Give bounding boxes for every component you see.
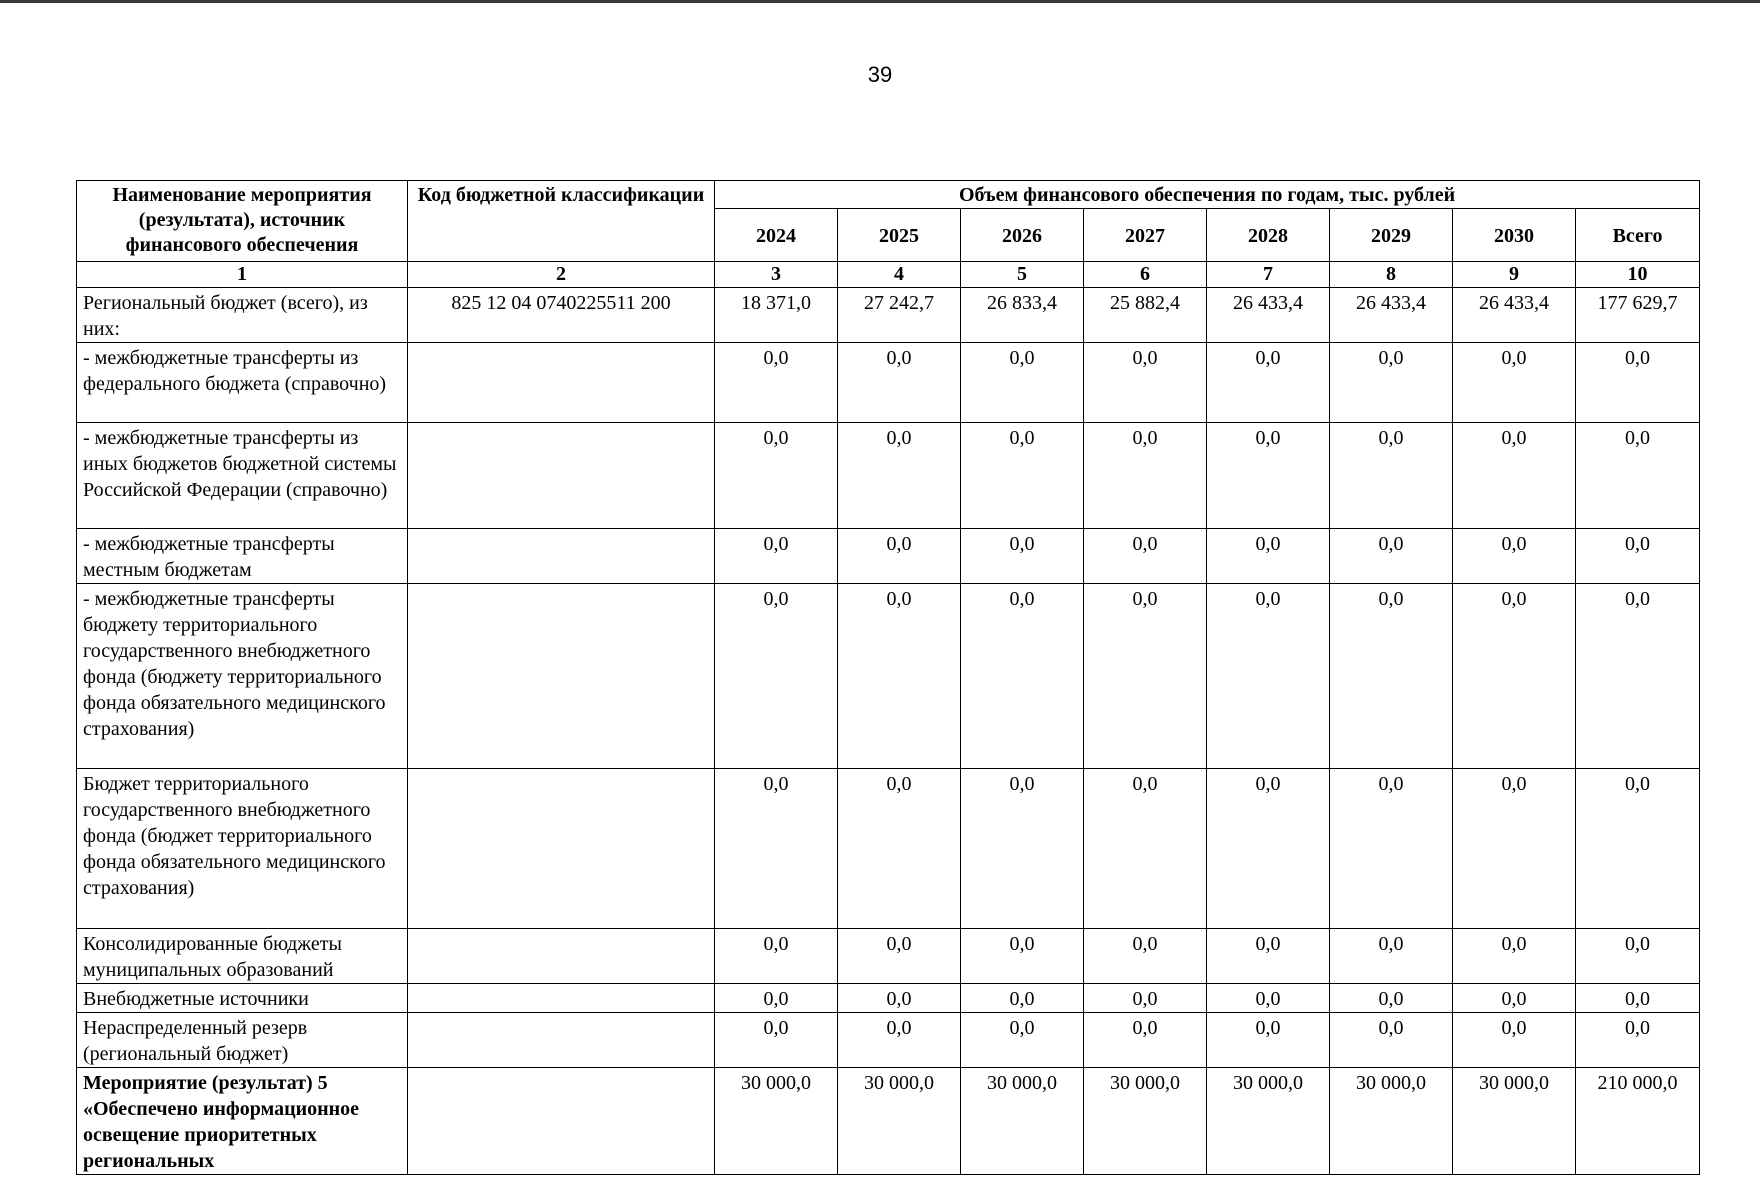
row-value-cell: 0,0 xyxy=(1330,423,1453,529)
row-total-cell: 0,0 xyxy=(1576,984,1700,1013)
row-value-cell: 0,0 xyxy=(838,529,961,584)
financing-table xyxy=(76,180,1700,1175)
row-code-cell xyxy=(408,1068,715,1175)
header-year: 2028 xyxy=(1207,209,1330,262)
header-volume-group: Объем финансового обеспечения по годам, тыс. рублей xyxy=(715,181,1700,209)
row-value-cell: 0,0 xyxy=(1453,769,1576,929)
row-value-cell: 0,0 xyxy=(1084,929,1207,984)
row-value-cell: 0,0 xyxy=(1207,929,1330,984)
row-value-cell: 0,0 xyxy=(961,529,1084,584)
row-name-cell: - межбюджетные трансферты местным бюджетам xyxy=(77,529,408,584)
row-code-cell xyxy=(408,1013,715,1068)
header-year: 2030 xyxy=(1453,209,1576,262)
row-value-cell: 0,0 xyxy=(838,984,961,1013)
row-value-cell: 0,0 xyxy=(1330,769,1453,929)
row-value-cell: 0,0 xyxy=(1084,769,1207,929)
row-code-cell xyxy=(408,343,715,423)
row-value-cell: 0,0 xyxy=(961,343,1084,423)
row-value-cell: 0,0 xyxy=(1330,929,1453,984)
row-value-cell: 30 000,0 xyxy=(1453,1068,1576,1175)
row-name-cell: - межбюджетные трансферты бюджету территориального государственного внебюджетного фонда (бюджету территориального фонда обязательного медицинского страхования) xyxy=(77,584,408,769)
row-value-cell: 0,0 xyxy=(961,984,1084,1013)
row-code-cell: 825 12 04 0740225511 200 xyxy=(408,288,715,343)
row-code-cell xyxy=(408,984,715,1013)
table-row xyxy=(77,584,1700,769)
row-value-cell: 0,0 xyxy=(715,529,838,584)
column-number: 6 xyxy=(1084,262,1207,288)
page-top-border xyxy=(0,0,1760,3)
row-value-cell: 0,0 xyxy=(838,423,961,529)
table-row xyxy=(77,929,1700,984)
row-value-cell: 0,0 xyxy=(715,423,838,529)
row-value-cell: 0,0 xyxy=(715,984,838,1013)
row-value-cell: 0,0 xyxy=(1207,769,1330,929)
page-number: 39 xyxy=(867,62,893,87)
row-value-cell: 0,0 xyxy=(1453,343,1576,423)
row-name-cell: Консолидированные бюджеты муниципальных образований xyxy=(77,929,408,984)
row-value-cell: 0,0 xyxy=(961,584,1084,769)
header-year: 2029 xyxy=(1330,209,1453,262)
row-value-cell: 26 433,4 xyxy=(1453,288,1576,343)
row-value-cell: 0,0 xyxy=(1453,984,1576,1013)
row-total-cell: 210 000,0 xyxy=(1576,1068,1700,1175)
column-number: 8 xyxy=(1330,262,1453,288)
column-number: 5 xyxy=(961,262,1084,288)
row-value-cell: 0,0 xyxy=(1084,584,1207,769)
row-value-cell: 26 433,4 xyxy=(1207,288,1330,343)
table-row xyxy=(77,343,1700,423)
row-value-cell: 0,0 xyxy=(715,769,838,929)
column-number: 4 xyxy=(838,262,961,288)
table-row xyxy=(77,423,1700,529)
row-value-cell: 0,0 xyxy=(1084,984,1207,1013)
row-value-cell: 0,0 xyxy=(961,929,1084,984)
row-value-cell: 0,0 xyxy=(1330,529,1453,584)
row-value-cell: 0,0 xyxy=(715,584,838,769)
row-code-cell xyxy=(408,929,715,984)
row-value-cell: 30 000,0 xyxy=(1330,1068,1453,1175)
table-row xyxy=(77,769,1700,929)
row-value-cell: 0,0 xyxy=(961,423,1084,529)
row-value-cell: 0,0 xyxy=(1084,343,1207,423)
row-value-cell: 0,0 xyxy=(1084,1013,1207,1068)
header-year: 2026 xyxy=(961,209,1084,262)
row-value-cell: 0,0 xyxy=(1084,423,1207,529)
row-total-cell: 0,0 xyxy=(1576,423,1700,529)
row-total-cell: 0,0 xyxy=(1576,343,1700,423)
column-number: 3 xyxy=(715,262,838,288)
row-value-cell: 0,0 xyxy=(715,929,838,984)
column-number: 9 xyxy=(1453,262,1576,288)
row-name-cell: Мероприятие (результат) 5 «Обеспечено информационное освещение приоритетных региональных xyxy=(77,1068,408,1175)
header-year: 2024 xyxy=(715,209,838,262)
row-value-cell: 0,0 xyxy=(1207,343,1330,423)
row-value-cell: 0,0 xyxy=(838,584,961,769)
row-value-cell: 30 000,0 xyxy=(961,1068,1084,1175)
row-code-cell xyxy=(408,423,715,529)
row-value-cell: 0,0 xyxy=(715,1013,838,1068)
row-value-cell: 0,0 xyxy=(961,1013,1084,1068)
row-value-cell: 0,0 xyxy=(1084,529,1207,584)
table-row xyxy=(77,288,1700,343)
row-value-cell: 0,0 xyxy=(1207,984,1330,1013)
row-value-cell: 0,0 xyxy=(1207,529,1330,584)
row-value-cell: 0,0 xyxy=(1453,929,1576,984)
row-total-cell: 0,0 xyxy=(1576,584,1700,769)
header-year: 2025 xyxy=(838,209,961,262)
row-total-cell: 0,0 xyxy=(1576,529,1700,584)
row-value-cell: 0,0 xyxy=(1453,529,1576,584)
row-code-cell xyxy=(408,529,715,584)
row-name-cell: Нераспределенный резерв (региональный бюджет) xyxy=(77,1013,408,1068)
header-total: Всего xyxy=(1576,209,1700,262)
header-name-col: Наименование мероприятия (результата), источник финансового обеспечения xyxy=(77,181,408,262)
row-value-cell: 0,0 xyxy=(1453,1013,1576,1068)
row-value-cell: 0,0 xyxy=(715,343,838,423)
row-value-cell: 30 000,0 xyxy=(1084,1068,1207,1175)
row-code-cell xyxy=(408,769,715,929)
column-number-row xyxy=(77,262,1700,288)
table-row xyxy=(77,984,1700,1013)
header-code-col: Код бюджетной классификации xyxy=(408,181,715,262)
row-value-cell: 0,0 xyxy=(1330,1013,1453,1068)
row-value-cell: 0,0 xyxy=(1453,584,1576,769)
row-name-cell: - межбюджетные трансферты из федерального бюджета (справочно) xyxy=(77,343,408,423)
row-name-cell: Бюджет территориального государственного внебюджетного фонда (бюджет территориального фонда обязательного медицинского страхования) xyxy=(77,769,408,929)
table-row xyxy=(77,1013,1700,1068)
row-value-cell: 0,0 xyxy=(1330,984,1453,1013)
table-row xyxy=(77,529,1700,584)
column-number: 2 xyxy=(408,262,715,288)
row-value-cell: 0,0 xyxy=(1330,584,1453,769)
row-value-cell: 30 000,0 xyxy=(1207,1068,1330,1175)
row-value-cell: 0,0 xyxy=(1207,423,1330,529)
column-number: 7 xyxy=(1207,262,1330,288)
row-total-cell: 177 629,7 xyxy=(1576,288,1700,343)
header-row-top xyxy=(77,181,1700,209)
table-row xyxy=(77,1068,1700,1175)
row-value-cell: 0,0 xyxy=(838,769,961,929)
row-value-cell: 0,0 xyxy=(961,769,1084,929)
row-total-cell: 0,0 xyxy=(1576,1013,1700,1068)
row-value-cell: 27 242,7 xyxy=(838,288,961,343)
row-value-cell: 30 000,0 xyxy=(715,1068,838,1175)
row-value-cell: 0,0 xyxy=(838,343,961,423)
row-value-cell: 0,0 xyxy=(1330,343,1453,423)
row-value-cell: 0,0 xyxy=(1207,1013,1330,1068)
row-value-cell: 0,0 xyxy=(838,1013,961,1068)
row-value-cell: 0,0 xyxy=(838,929,961,984)
column-number: 1 xyxy=(77,262,408,288)
row-value-cell: 26 433,4 xyxy=(1330,288,1453,343)
header-year: 2027 xyxy=(1084,209,1207,262)
column-number: 10 xyxy=(1576,262,1700,288)
row-value-cell: 25 882,4 xyxy=(1084,288,1207,343)
row-total-cell: 0,0 xyxy=(1576,929,1700,984)
row-value-cell: 26 833,4 xyxy=(961,288,1084,343)
row-value-cell: 30 000,0 xyxy=(838,1068,961,1175)
row-name-cell: - межбюджетные трансферты из иных бюджетов бюджетной системы Российской Федерации (справочно) xyxy=(77,423,408,529)
row-name-cell: Внебюджетные источники xyxy=(77,984,408,1013)
row-code-cell xyxy=(408,584,715,769)
row-total-cell: 0,0 xyxy=(1576,769,1700,929)
row-value-cell: 0,0 xyxy=(1453,423,1576,529)
row-value-cell: 0,0 xyxy=(1207,584,1330,769)
row-value-cell: 18 371,0 xyxy=(715,288,838,343)
row-name-cell: Региональный бюджет (всего), из них: xyxy=(77,288,408,343)
